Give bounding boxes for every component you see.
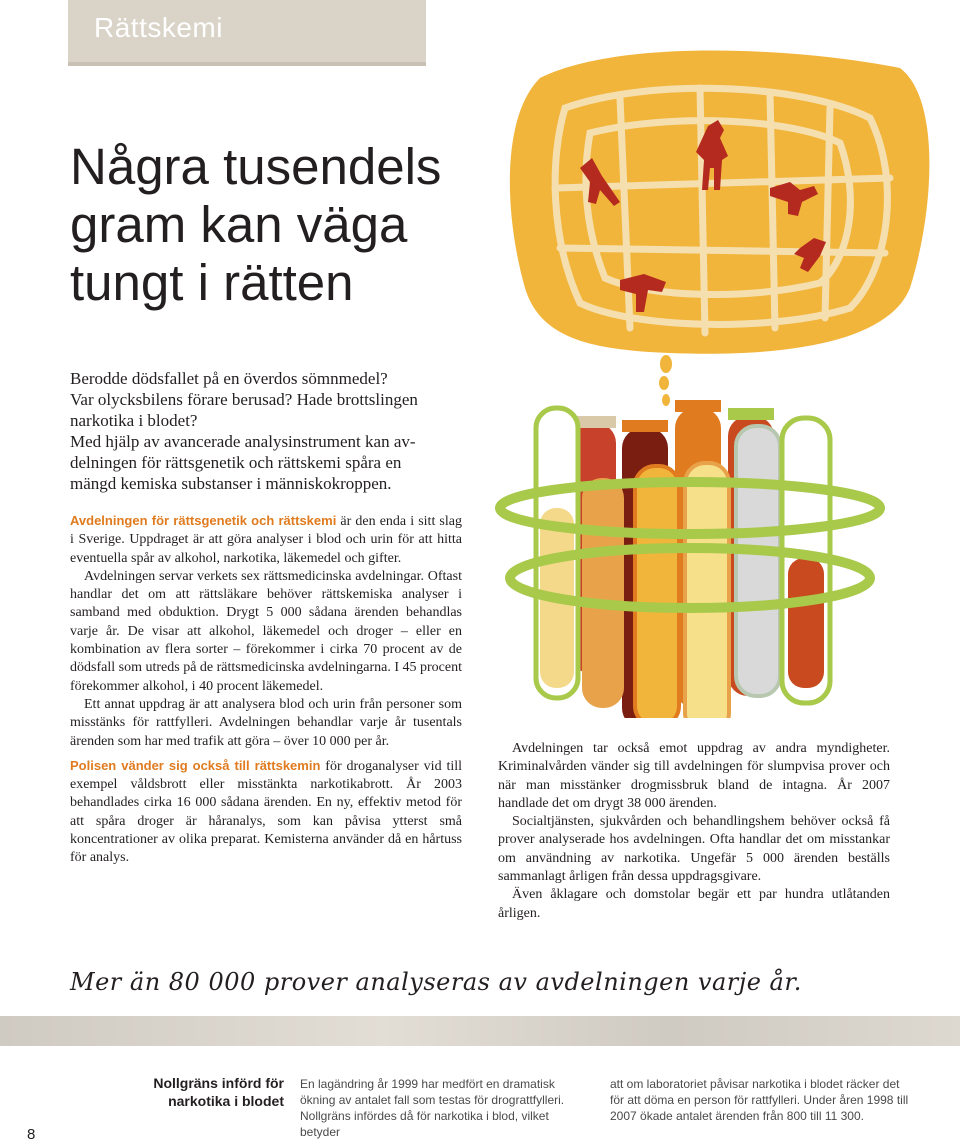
decorative-band	[0, 1016, 960, 1046]
lead-in-highlight: Avdelningen för rättsgenetik och rättskemi	[70, 513, 337, 528]
test-tube	[685, 463, 729, 718]
pull-quote: Mer än 80 000 prover analyseras av avdelningen varje år.	[70, 968, 802, 996]
paragraph	[70, 757, 462, 868]
paragraph: Avdelningen servar verkets sex rättsmedicinska avdelningar. Oftast handlar det om att rättsläkare behöver rättskemiska analyser i samband med obduktion. Drygt 5 000 sådana ärenden behandlas varje år. De visar att alkohol, läkemedel och droger – eller en kombination av flera sorter – förekommer i cirka 70 procent av de dödsfall som utreds på de rättsmedicinska avdelningarna. I 45 procent förekommer alkohol, i 40 procent läkemedel.	[70, 568, 462, 694]
title-line: gram kan väga	[70, 196, 408, 253]
test-tube	[582, 478, 624, 708]
factbox-column	[300, 1076, 592, 1140]
section-title: Rättskemi	[94, 12, 223, 43]
paragraph: Avdelningen tar också emot uppdrag av andra myndigheter. Kriminalvården vänder sig till avdelningen för slumpvisa prover och när man misstänker drogmissbruk bland de intagna. År 2007 handlade det om drygt 38 000 ärenden.	[498, 741, 890, 811]
paragraph: Ett annat uppdrag är att analysera blod och urin från personer som misstänks för rattfylleri. Avdelningen behandlar varje år tusentals ärenden som har med trafik att göra – över 10 000 per år.	[70, 696, 462, 749]
section-header	[68, 0, 426, 66]
speech-bubble	[510, 51, 930, 354]
paragraph-text: är den enda i sitt slag i Sverige. Uppdraget är att göra analyser i blod och urin för att hitta eventuella spår av alkohol, narkotika, läkemedel och gifter.	[70, 514, 462, 566]
page-number: 8	[27, 1126, 36, 1143]
paragraph: Socialtjänsten, sjukvården och behandlingshem behöver också få prover analyserade hos avdelningen. Ofta handlar det om misstankar om användning av narkotika. Ungefär 5 000 ärenden beställs sammanlagt årligen från dessa uppdragsgivare.	[498, 814, 890, 885]
intro-line: Var olycksbilens förare berusad? Hade brottslingen	[70, 390, 418, 409]
test-tube	[736, 426, 780, 696]
body-column-left	[70, 512, 462, 868]
test-tubes-illustration	[470, 38, 940, 718]
title-line: Några tusendels	[70, 138, 442, 195]
intro-text	[70, 368, 460, 494]
intro-line: delningen för rättsgenetik och rättskemi spåra en	[70, 453, 402, 472]
lead-in-highlight: Polisen vänder sig också till rättskemin	[70, 757, 321, 773]
paragraph: Även åklagare och domstolar begär ett par hundra utlåtanden årligen.	[498, 887, 890, 921]
intro-line: mängd kemiska substanser i människokroppen.	[70, 474, 392, 493]
bubble-drip	[659, 355, 672, 406]
factbox-column	[610, 1076, 910, 1124]
intro-line: Berodde dödsfallet på en överdos sömnmedel?	[70, 369, 388, 388]
title-line: tungt i rätten	[70, 254, 354, 311]
test-tube	[635, 466, 679, 718]
page-title	[70, 138, 490, 312]
paragraph	[70, 512, 462, 568]
intro-line: Med hjälp av avancerade analysinstrument kan av-	[70, 432, 416, 451]
body-column-right	[498, 740, 890, 923]
factbox-text: En lagändring år 1999 har medfört en dramatisk ökning av antalet fall som testas för drograttfylleri. Nollgräns infördes då för narkotika i blod, vilket betyder	[300, 1077, 565, 1139]
factbox-title: Nollgräns införd för narkotika i blodet	[153, 1075, 284, 1109]
factbox-text: att om laboratoriet påvisar narkotika i blodet räcker det för att döma en person för rattfylleri. Under åren 1998 till 2007 ökade antalet ärenden från 800 till 11 300.	[610, 1077, 909, 1123]
paragraph-text: för droganalyser vid till exempel våldsbrott eller misstänkta narkotikabrott. År 2003 behandlades cirka 16 000 sådana ärenden. En ny, effektiv metod för att spåra droger är håranalys, som kan påvisa ytterst små koncentrationer av olika preparat. Kemisterna använder då en hårtuss för analys.	[70, 758, 463, 866]
intro-line: narkotika i blodet?	[70, 411, 198, 430]
